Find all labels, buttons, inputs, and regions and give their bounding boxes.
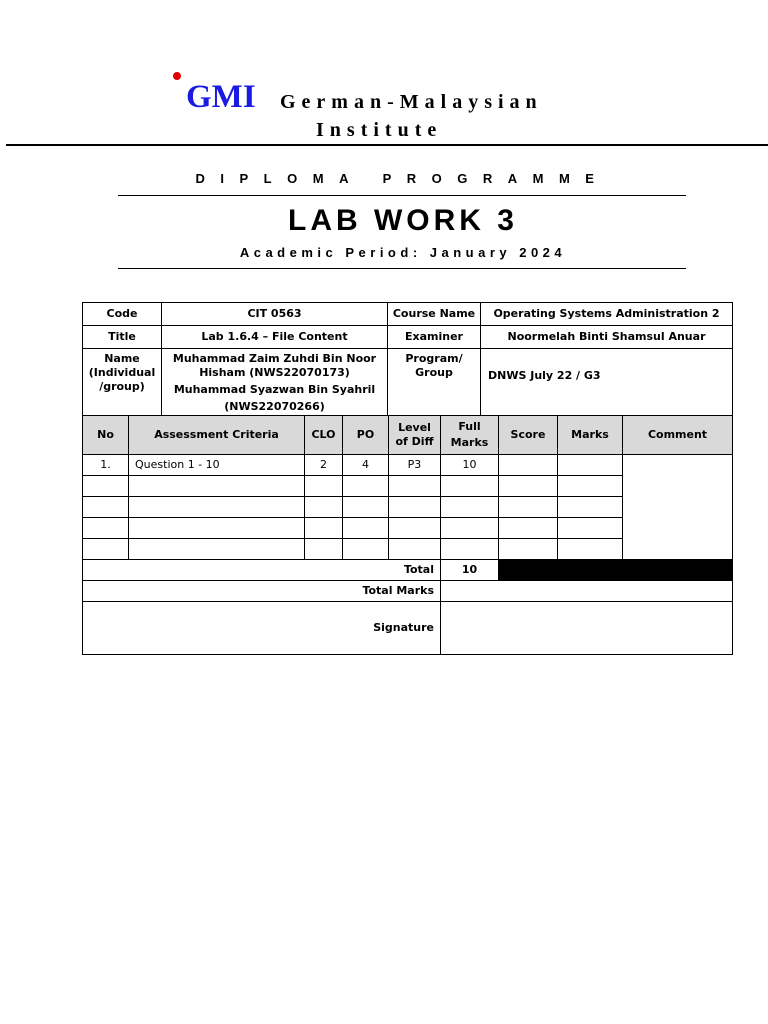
row-marks [558, 455, 623, 476]
title-divider-top [118, 195, 686, 196]
name-label-line3: /group) [99, 380, 145, 393]
student1-line2: Hisham (NWS22070173) [199, 366, 350, 379]
row-level [389, 476, 441, 497]
code-label: Code [83, 303, 162, 326]
program-label [388, 349, 481, 416]
page-title: LAB WORK 3 [288, 204, 518, 237]
row-level [389, 497, 441, 518]
row-criteria [129, 497, 305, 518]
info-row-title [83, 326, 733, 349]
signature-label: Signature [83, 602, 441, 655]
row-score [499, 497, 558, 518]
total-value: 10 [441, 560, 499, 581]
code-value: CIT 0563 [162, 303, 388, 326]
col-score: Score [499, 416, 558, 455]
row-po [343, 476, 389, 497]
col-full-marks [441, 416, 499, 455]
row-level [389, 518, 441, 539]
row-marks [558, 497, 623, 518]
row-clo [305, 476, 343, 497]
student2-line1: Muhammad Syazwan Bin Syahril [173, 383, 376, 396]
info-row-code [83, 303, 733, 326]
document-header [0, 0, 768, 150]
total-blackout [499, 560, 733, 581]
col-level-of-diff [389, 416, 441, 455]
comment-cell [623, 455, 733, 560]
program-label-line1: Program/ [405, 352, 463, 365]
row-criteria [129, 539, 305, 560]
total-marks-row [83, 581, 733, 602]
row-no [83, 476, 129, 497]
row-full [441, 518, 499, 539]
student1-line1: Muhammad Zaim Zuhdi Bin Noor [172, 352, 377, 365]
row-score [499, 539, 558, 560]
row-full [441, 497, 499, 518]
col-full-line2: Marks [450, 436, 489, 449]
student-names [162, 349, 388, 416]
col-clo: CLO [305, 416, 343, 455]
table-row [83, 455, 733, 476]
row-criteria [129, 518, 305, 539]
row-po [343, 497, 389, 518]
row-full [441, 476, 499, 497]
institute-name-line1: German-Malaysian [280, 91, 543, 113]
row-level: P3 [389, 455, 441, 476]
col-criteria: Assessment Criteria [129, 416, 305, 455]
course-info-table [82, 302, 733, 416]
name-label [83, 349, 162, 416]
row-po [343, 539, 389, 560]
row-marks [558, 476, 623, 497]
program-value: DNWS July 22 / G3 [481, 349, 733, 416]
row-po: 4 [343, 455, 389, 476]
header-divider [6, 144, 768, 146]
total-label: Total [83, 560, 441, 581]
title-value: Lab 1.6.4 – File Content [162, 326, 388, 349]
row-score [499, 518, 558, 539]
gmi-logo: GMI [186, 79, 256, 115]
row-full: 10 [441, 455, 499, 476]
signature-row [83, 602, 733, 655]
title-label: Title [83, 326, 162, 349]
col-po: PO [343, 416, 389, 455]
assessment-header-row [83, 416, 733, 455]
course-name-value: Operating Systems Administration 2 [481, 303, 733, 326]
row-clo [305, 518, 343, 539]
student2-line2: (NWS22070266) [224, 400, 325, 413]
row-po [343, 518, 389, 539]
row-score [499, 476, 558, 497]
col-comment: Comment [623, 416, 733, 455]
row-no: 1. [83, 455, 129, 476]
total-marks-label: Total Marks [83, 581, 441, 602]
program-label-line2: Group [415, 366, 453, 379]
row-no [83, 518, 129, 539]
academic-period: Academic Period: January 2024 [239, 245, 567, 260]
row-clo [305, 497, 343, 518]
institute-name-line2: Institute [316, 119, 443, 141]
info-row-name [83, 349, 733, 416]
examiner-value: Noormelah Binti Shamsul Anuar [481, 326, 733, 349]
course-name-label: Course Name [388, 303, 481, 326]
row-marks [558, 518, 623, 539]
title-divider-bottom [118, 268, 686, 269]
row-score [499, 455, 558, 476]
logo-dot-icon [173, 72, 181, 80]
examiner-label: Examiner [388, 326, 481, 349]
programme-label: DIPLOMA PROGRAMME [195, 171, 610, 186]
col-full-line1: Full [458, 420, 481, 433]
total-row [83, 560, 733, 581]
row-marks [558, 539, 623, 560]
col-no: No [83, 416, 129, 455]
row-criteria [129, 476, 305, 497]
row-criteria: Question 1 - 10 [129, 455, 305, 476]
name-label-line1: Name [104, 352, 140, 365]
signature-field [441, 602, 733, 655]
assessment-table [82, 415, 733, 655]
row-full [441, 539, 499, 560]
total-marks-value [441, 581, 733, 602]
col-level-line2: of Diff [395, 435, 434, 448]
row-no [83, 539, 129, 560]
row-clo [305, 539, 343, 560]
col-level-line1: Level [398, 421, 431, 434]
col-marks: Marks [558, 416, 623, 455]
row-level [389, 539, 441, 560]
name-label-line2: (Individual [88, 366, 156, 379]
row-clo: 2 [305, 455, 343, 476]
row-no [83, 497, 129, 518]
